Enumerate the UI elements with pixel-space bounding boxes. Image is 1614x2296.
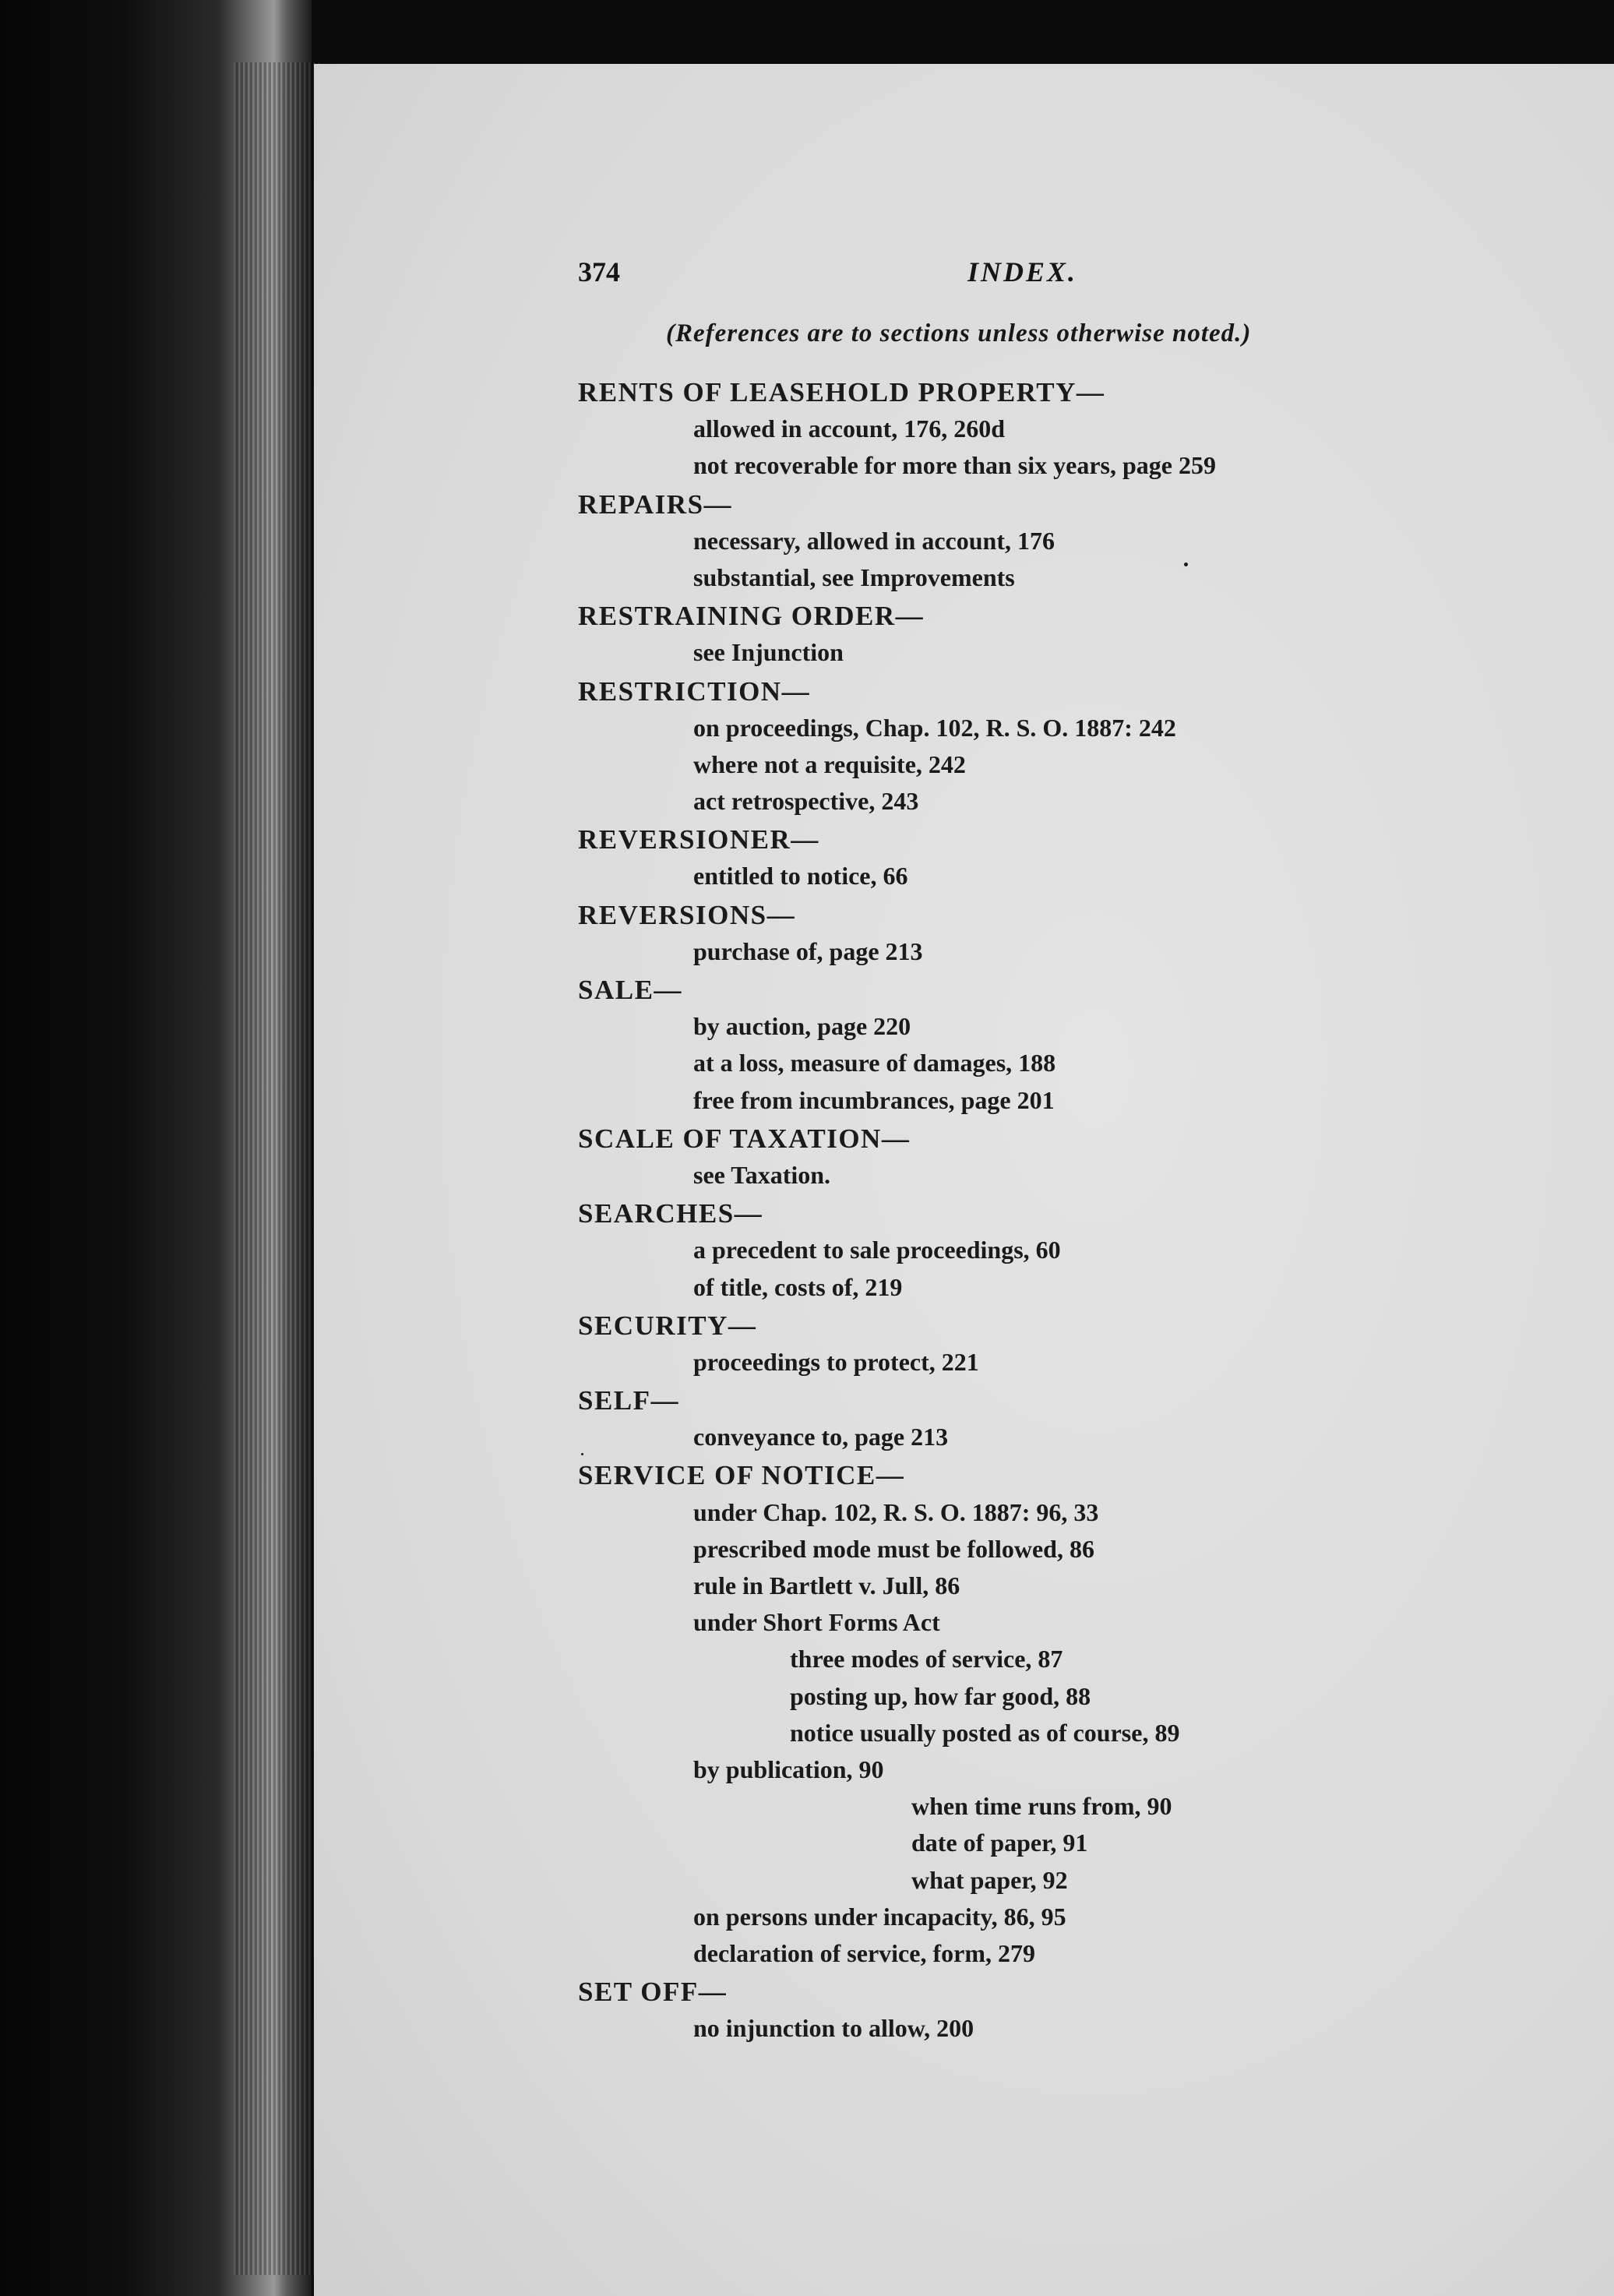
index-subentry: rule in Bartlett v. Jull, 86 bbox=[693, 1571, 960, 1599]
index-heading: REPAIRS— bbox=[578, 488, 733, 520]
index-subentry: by publication, 90 bbox=[693, 1755, 884, 1783]
index-subentry: purchase of, page 213 bbox=[693, 936, 923, 965]
index-heading: RENTS OF LEASEHOLD PROPERTY— bbox=[578, 377, 1105, 407]
index-subentry: no injunction to allow, 200 bbox=[693, 2014, 974, 2043]
index-subentry: three modes of service, 87 bbox=[790, 1645, 1063, 1674]
index-subentry: at a loss, measure of damages, 188 bbox=[693, 1049, 1056, 1077]
index-subentry: a precedent to sale proceedings, 60 bbox=[693, 1236, 1061, 1264]
index-subentry: on proceedings, Chap. 102, R. S. O. 1887: 242 bbox=[693, 713, 1176, 742]
index-subentry: not recoverable for more than six years, page 259 bbox=[693, 451, 1216, 480]
index-subentry: allowed in account, 176, 260d bbox=[693, 414, 1006, 443]
index-subentry: necessary, allowed in account, 176 bbox=[693, 526, 1055, 555]
index-subentry: proceedings to protect, 221 bbox=[693, 1347, 979, 1376]
index-subentry: see Injunction bbox=[693, 638, 844, 667]
index-subentry: entitled to notice, 66 bbox=[693, 862, 908, 891]
index-subentry: conveyance to, page 213 bbox=[693, 1423, 949, 1451]
index-subentry: of title, costs of, 219 bbox=[693, 1272, 903, 1301]
running-title: INDEX. bbox=[967, 256, 1078, 287]
scan-speck bbox=[1184, 563, 1188, 566]
index-subentry: free from incumbrances, page 201 bbox=[693, 1085, 1055, 1114]
page-header bbox=[578, 256, 1357, 294]
binding-edge-texture bbox=[234, 62, 319, 2275]
index-subentry: by auction, page 220 bbox=[693, 1012, 911, 1041]
index-heading: SECURITY— bbox=[578, 1310, 757, 1341]
index-subentry: date of paper, 91 bbox=[911, 1829, 1088, 1857]
index-subentry: when time runs from, 90 bbox=[911, 1792, 1172, 1821]
index-subentry: on persons under incapacity, 86, 95 bbox=[693, 1902, 1066, 1931]
index-heading: REVERSIONS— bbox=[578, 899, 796, 930]
index-heading: RESTRICTION— bbox=[578, 675, 811, 707]
index-subentry: see Taxation. bbox=[693, 1160, 831, 1189]
index-subentry: where not a requisite, 242 bbox=[693, 749, 966, 778]
index-heading: SCALE OF TAXATION— bbox=[578, 1123, 911, 1154]
index-entries bbox=[578, 372, 1544, 2047]
index-subentry: act retrospective, 243 bbox=[693, 787, 919, 816]
index-heading: SELF— bbox=[578, 1385, 680, 1416]
index-subentry: posting up, how far good, 88 bbox=[790, 1681, 1091, 1710]
index-heading: SEARCHES— bbox=[578, 1198, 763, 1229]
reference-note: (References are to sections unless otherwise noted.) bbox=[666, 319, 1252, 347]
index-subentry: what paper, 92 bbox=[911, 1865, 1068, 1894]
index-heading: REVERSIONER— bbox=[578, 824, 819, 855]
index-subentry: under Chap. 102, R. S. O. 1887: 96, 33 bbox=[693, 1497, 1099, 1526]
scan-speck bbox=[581, 1453, 583, 1455]
page-number: 374 bbox=[578, 256, 620, 287]
index-subentry: prescribed mode must be followed, 86 bbox=[693, 1534, 1094, 1563]
index-heading: SALE— bbox=[578, 975, 682, 1005]
index-subentry: notice usually posted as of course, 89 bbox=[790, 1718, 1180, 1747]
index-subentry: declaration of service, form, 279 bbox=[693, 1938, 1035, 1967]
index-subentry: substantial, see Improvements bbox=[693, 563, 1015, 591]
index-heading: SET OFF— bbox=[578, 1977, 728, 2008]
index-heading: RESTRAINING ORDER— bbox=[578, 601, 925, 632]
index-subentry: under Short Forms Act bbox=[693, 1608, 940, 1637]
index-heading: SERVICE OF NOTICE— bbox=[578, 1460, 905, 1491]
